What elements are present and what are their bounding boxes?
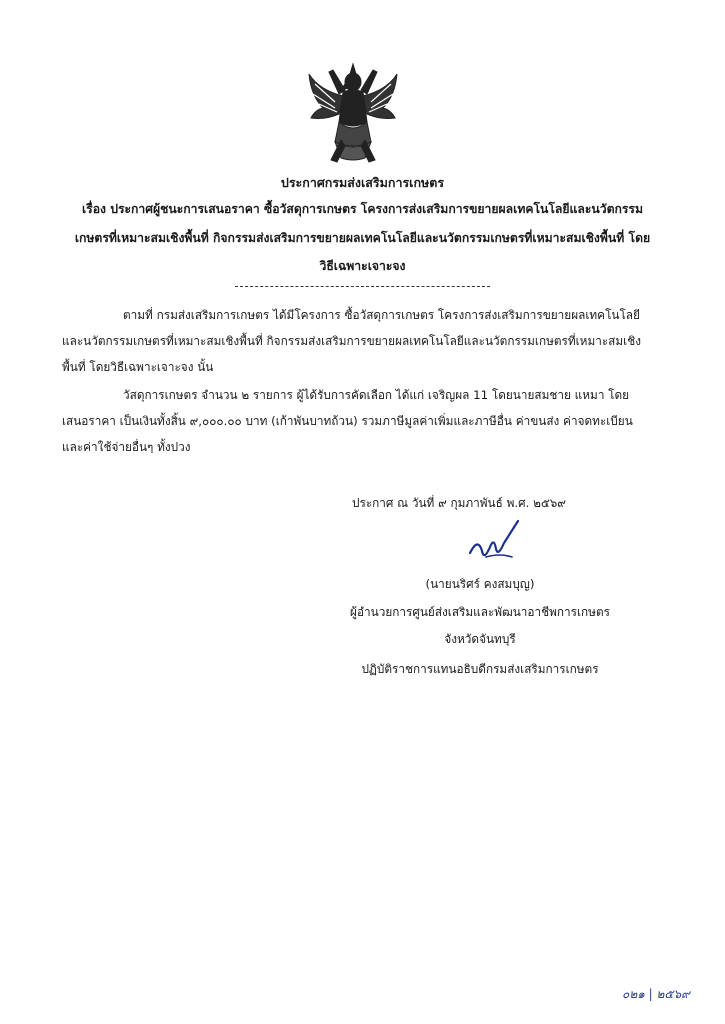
announcement-date: ประกาศ ณ วันที่ ๙ กุมภาพันธ์ พ.ศ. ๒๕๖๙ (352, 496, 566, 510)
paragraph2-line3: และค่าใช้จ่ายอื่นๆ ทั้งปวง (62, 440, 191, 454)
paragraph2-line1: วัสดุการเกษตร จำนวน ๒ รายการ ผู้ได้รับการคัดเลือก ได้แก่ เจริญผล 11 โดยนายสมชาย แหมา โดย (123, 388, 630, 402)
signatory-position-3: ปฏิบัติราชการแทนอธิบดีกรมส่งเสริมการเกษตร (361, 662, 599, 676)
document-title: ประกาศกรมส่งเสริมการเกษตร (280, 175, 445, 190)
separator-dashed-line (235, 286, 490, 287)
subject-line-3: วิธีเฉพาะเจาะจง (319, 259, 406, 273)
signatory-position-1: ผู้อำนวยการศูนย์ส่งเสริมและพัฒนาอาชีพการเกษตร (350, 605, 610, 619)
handwritten-reference-number: ๐๒๑ | ๒๕๖๙ (622, 987, 690, 1001)
paragraph2-line2: เสนอราคา เป็นเงินทั้งสิ้น ๙,๐๐๐.๐๐ บาท (เก้าพันบาทถ้วน) รวมภาษีมูลค่าเพิ่มและภาษีอื่น ค่าขนส่ง ค่าจดทะเบียน (62, 414, 633, 428)
subject-line-2: เกษตรที่เหมาะสมเชิงพื้นที่ กิจกรรมส่งเสริมการขยายผลเทคโนโลยีและนวัตกรรมเกษตรที่เหมาะสมเชิงพื้นที่ โดย (74, 231, 651, 245)
signatory-name: (นายนริศร์ คงสมบุญ) (425, 577, 535, 591)
paragraph1-line3: พื้นที่ โดยวิธีเฉพาะเจาะจง นั้น (62, 360, 214, 374)
subject-line-1: เรื่อง ประกาศผู้ชนะการเสนอราคา ซื้อวัสดุการเกษตร โครงการส่งเสริมการขยายผลเทคโนโลยีและนวัตกรรม (81, 202, 644, 216)
garuda-emblem-icon (305, 60, 401, 172)
paragraph1-line2: และนวัตกรรมเกษตรที่เหมาะสมเชิงพื้นที่ กิจกรรมส่งเสริมการขยายผลเทคโนโลยีและนวัตกรรมเกษตรที่เหมาะสมเชิง (62, 334, 641, 348)
paragraph1-line1: ตามที่ กรมส่งเสริมการเกษตร ได้มีโครงการ ซื้อวัสดุการเกษตร โครงการส่งเสริมการขยายผลเทคโนโลยี (123, 308, 640, 322)
handwritten-signature (460, 517, 530, 567)
signatory-position-2: จังหวัดจันทบุรี (444, 632, 516, 646)
